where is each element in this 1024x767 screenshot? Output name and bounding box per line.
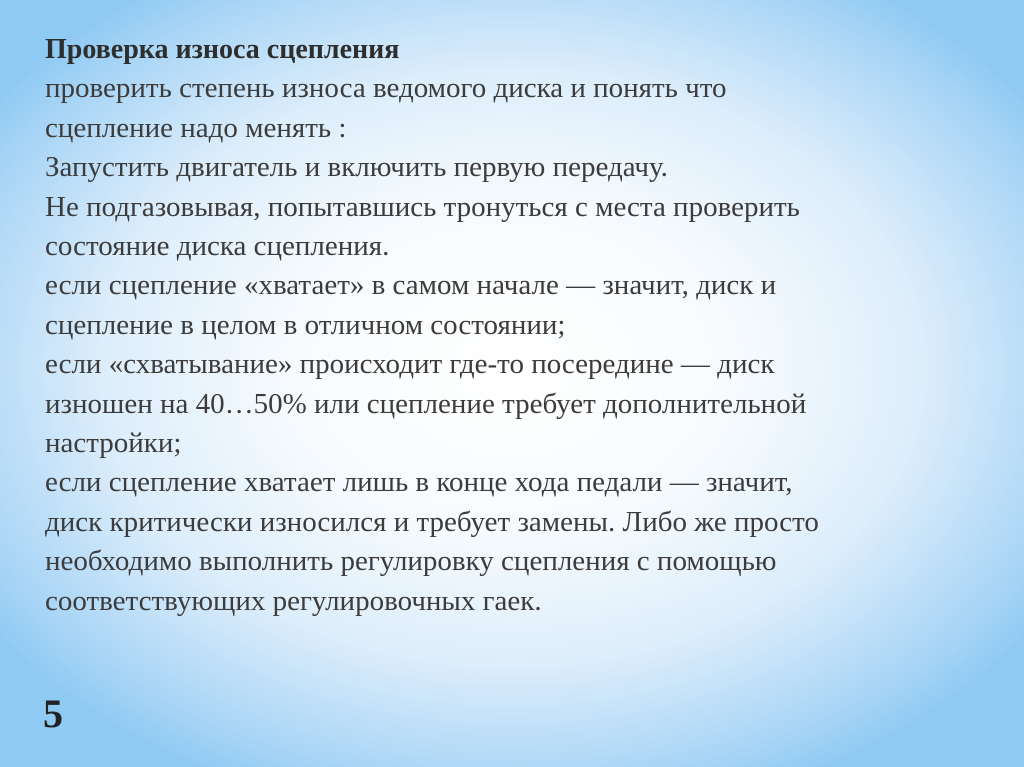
body-line: сцепление в целом в отличном состоянии; (45, 308, 566, 341)
body-line: Не подгазовывая, попытавшись тронуться с места проверить (45, 190, 800, 223)
body-line: если сцепление хватает лишь в конце хода педали — значит, (45, 466, 793, 499)
slide-body (45, 30, 995, 621)
body-line: состояние диска сцепления. (45, 230, 390, 263)
body-line: необходимо выполнить регулировку сцепления с помощью (45, 545, 777, 578)
body-line: если «схватывание» происходит где-то посередине — диск (45, 348, 775, 381)
body-line: диск критически износился и требует замены. Либо же просто (45, 505, 819, 538)
body-line: настройки; (45, 427, 182, 460)
body-line: проверить степень износа ведомого диска и понять что (45, 72, 727, 105)
body-line: Запустить двигатель и включить первую передачу. (45, 151, 668, 184)
body-line: соответствующих регулировочных гаек. (45, 584, 542, 617)
body-line: изношен на 40…50% или сцепление требует дополнительной (45, 387, 807, 420)
body-line: если сцепление «хватает» в самом начале — значит, диск и (45, 269, 777, 302)
slide-title: Проверка износа сцепления (45, 34, 400, 65)
body-line: сцепление надо менять : (45, 111, 347, 144)
page-number: 5 (43, 691, 63, 736)
